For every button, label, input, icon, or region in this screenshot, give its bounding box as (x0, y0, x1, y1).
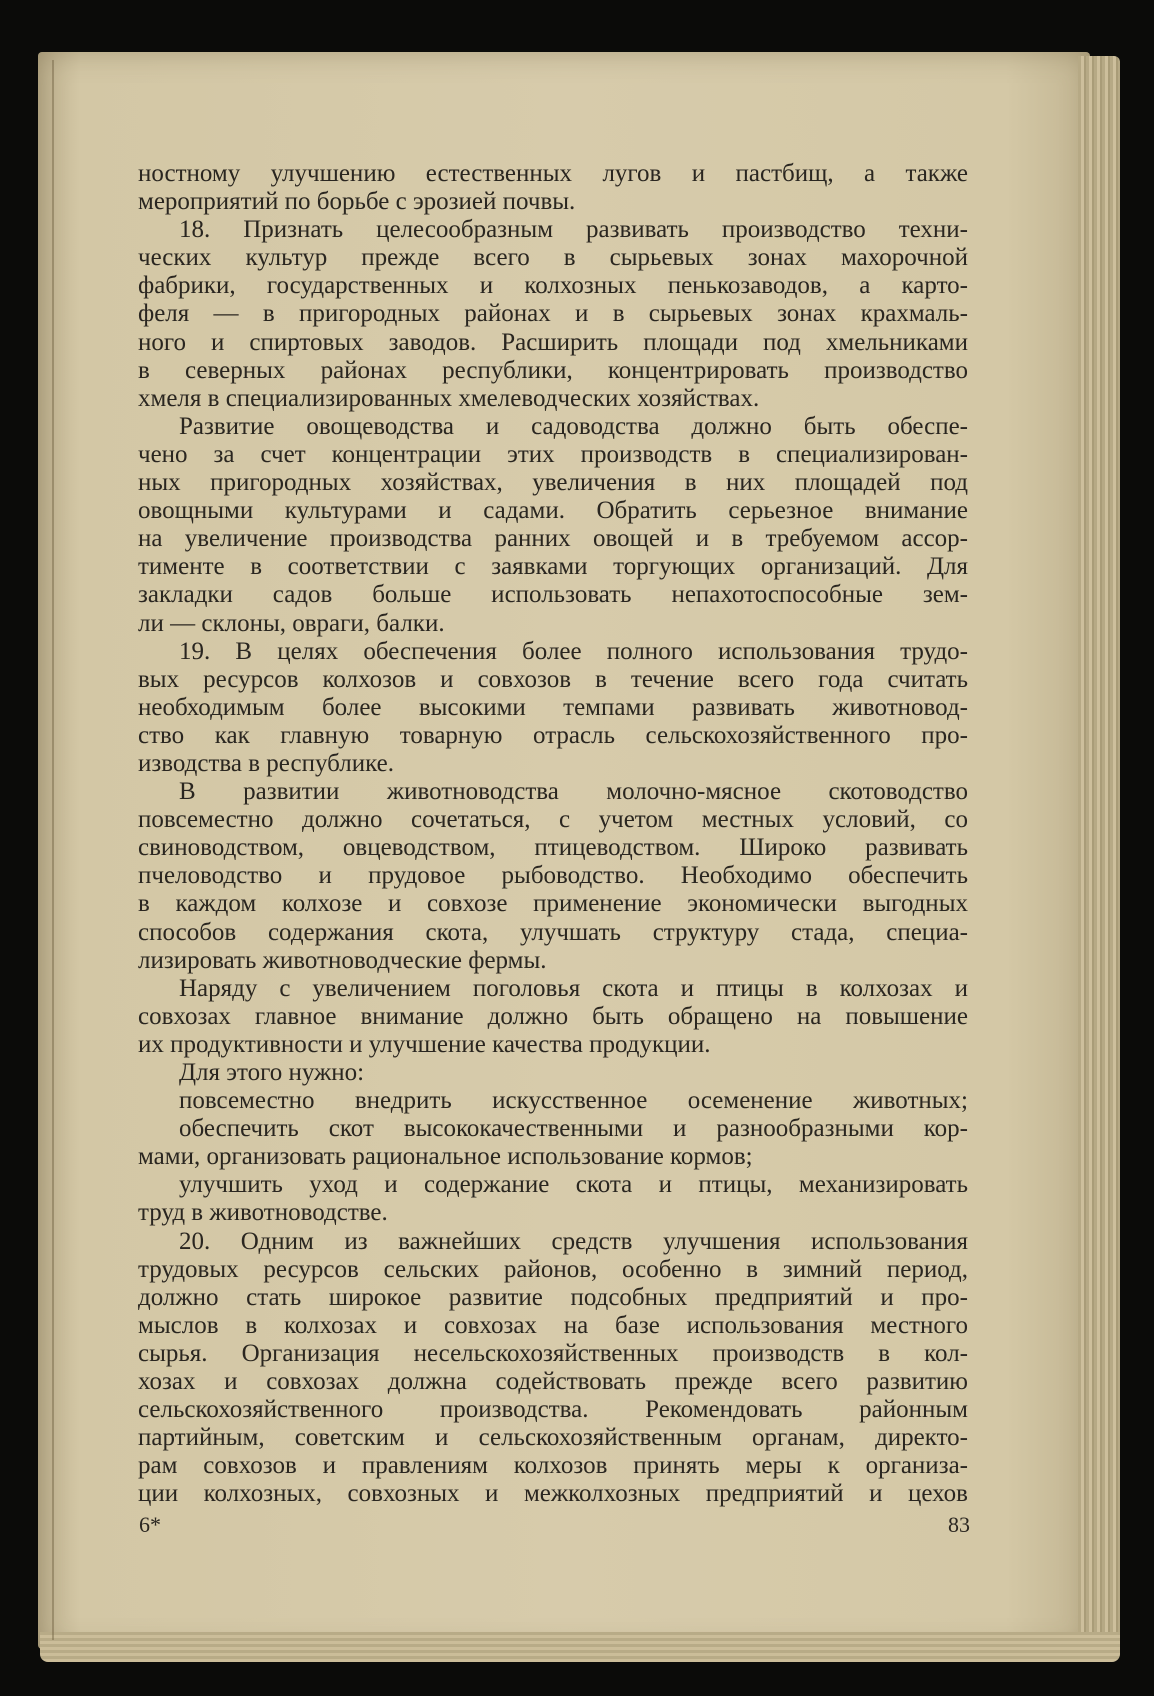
text-line: совхозах главное внимание должно быть обращено на повышение (138, 1002, 968, 1030)
text-line: В развитии животноводства молочно-мясное скотоводство (179, 778, 968, 806)
page-stack-edge-bottom (40, 1632, 1120, 1662)
text-line: тименте в соответствии с заявками торгующих организаций. Для (138, 553, 968, 581)
text-line: должно стать широкое развитие подсобных предприятий и про- (138, 1283, 968, 1311)
text-line: в северных районах республики, концентрировать производство (138, 356, 968, 384)
text-line: на увеличение производства ранних овощей и в требуемом ассор- (138, 525, 968, 553)
text-line: ции колхозных, совхозных и межколхозных предприятий и цехов (138, 1480, 968, 1508)
text-line: партийным, советским и сельскохозяйственным органам, директо- (138, 1424, 968, 1452)
text-line: их продуктивности и улучшение качества продукции. (138, 1030, 711, 1058)
text-line: улучшить уход и содержание скота и птицы, механизировать (179, 1171, 968, 1199)
text-line: 20. Одним из важнейших средств улучшения использования (179, 1227, 968, 1255)
text-line: закладки садов больше использовать непахотоспособные зем- (138, 581, 968, 609)
text-line: Развитие овощеводства и садоводства должно быть обеспе- (179, 412, 968, 440)
page-body-text (138, 160, 968, 1509)
text-line: лизировать животноводческие фермы. (138, 946, 547, 974)
text-line: ство как главную товарную отрасль сельскохозяйственного про- (138, 721, 968, 749)
text-line: обеспечить скот высококачественными и разнообразными кор- (179, 1115, 968, 1143)
page-stack-edge-right (1078, 56, 1120, 1646)
text-line: чено за счет концентрации этих производств в специализирован- (138, 440, 968, 468)
text-line: изводства в республике. (138, 749, 394, 777)
page-number: 83 (948, 1512, 970, 1537)
text-line: овощными культурами и садами. Обратить серьезное внимание (138, 497, 968, 525)
text-line: ных пригородных хозяйствах, увеличения в них площадей под (138, 469, 968, 497)
text-line: мами, организовать рациональное использование кормов; (138, 1143, 753, 1171)
text-line: мероприятий по борьбе с эрозией почвы. (138, 188, 576, 216)
text-line: ческих культур прежде всего в сырьевых зонах махорочной (138, 244, 968, 272)
binding-fold (52, 60, 54, 1640)
text-line: сельскохозяйственного производства. Рекомендовать районным (138, 1396, 968, 1424)
signature-mark: 6* (139, 1512, 161, 1537)
text-line: ностному улучшению естественных лугов и пастбищ, а также (138, 160, 968, 187)
text-line: фабрики, государственных и колхозных пенькозаводов, а карто- (138, 272, 968, 300)
text-line: пчеловодство и прудовое рыбоводство. Необходимо обеспечить (138, 862, 968, 890)
text-line: хозах и совхозах должна содействовать прежде всего развитию (138, 1368, 968, 1396)
text-line: повсеместно внедрить искусственное осеменение животных; (179, 1087, 968, 1115)
text-line: сырья. Организация несельскохозяйственных производств в кол- (138, 1339, 968, 1367)
text-line: феля — в пригородных районах и в сырьевых зонах крахмаль- (138, 300, 968, 328)
text-line: рам совхозов и правлениям колхозов принять меры к организа- (138, 1452, 968, 1480)
text-line: свиноводством, овцеводством, птицеводством. Широко развивать (138, 834, 968, 862)
text-line: 19. В целях обеспечения более полного использования трудо- (179, 637, 968, 665)
text-line: способов содержания скота, улучшать структуру стада, специа- (138, 918, 968, 946)
text-line: трудовых ресурсов сельских районов, особенно в зимний период, (138, 1255, 968, 1283)
text-line: труд в животноводстве. (138, 1199, 388, 1227)
text-line: хмеля в специализированных хмелеводческих хозяйствах. (138, 384, 760, 412)
text-line: ли — склоны, овраги, балки. (138, 609, 445, 637)
text-line: повсеместно должно сочетаться, с учетом местных условий, со (138, 806, 968, 834)
text-line: 18. Признать целесообразным развивать производство техни- (179, 216, 968, 244)
text-line: вых ресурсов колхозов и совхозов в течение всего года считать (138, 665, 968, 693)
text-line: ного и спиртовых заводов. Расширить площади под хмельниками (138, 328, 968, 356)
text-line: необходимым более высокими темпами развивать животновод- (138, 693, 968, 721)
text-line: Для этого нужно: (179, 1059, 365, 1086)
text-line: в каждом колхозе и совхозе применение экономически выгодных (138, 890, 968, 918)
text-line: мыслов в колхозах и совхозах на базе использования местного (138, 1311, 968, 1339)
text-line: Наряду с увеличением поголовья скота и птицы в колхозах и (179, 974, 968, 1002)
